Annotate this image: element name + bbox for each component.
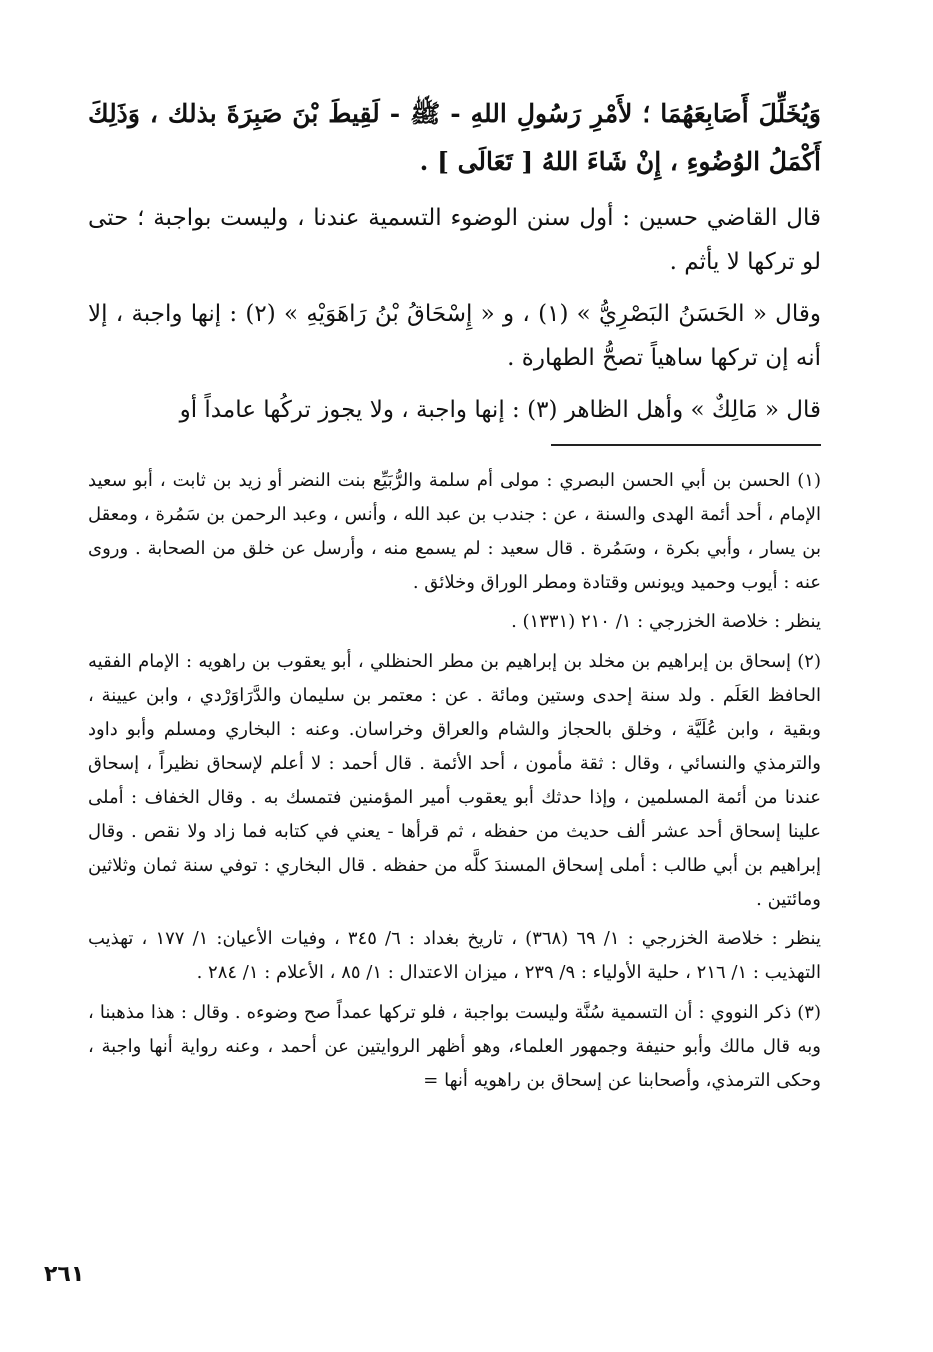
page-number: ٢٦١ — [44, 1262, 85, 1287]
main-text — [88, 90, 821, 432]
main-paragraph-2: قال القاضي حسين : أول سنن الوضوء التسمية عندنا ، وليست بواجبة ؛ حتى لو تركها لا يأثم . — [88, 205, 821, 275]
main-paragraph-3: وقال « الحَسَنُ البَصْرِيُّ » (١) ، و « إِسْحَاقُ بْنُ رَاهَوَيْهِ » (٢) : إنها واجبة ، إلا أنه إن تركها ساهياً تصحُّ الطهارة . — [88, 301, 821, 371]
document-page — [88, 90, 821, 1312]
footnote-2: (٢) إسحاق بن إبراهيم بن مخلد بن إبراهيم بن مطر الحنظلي ، أبو يعقوب بن راهويه : الإمام الفقيه الحافظ العَلَم . ولد سنة إحدى وستين ومائة . عن : معتمر بن سليمان والدَّرَاوَرْدي ، وابن عيينة ، وبقية ، وابن عُلَيَّة ، وخلق بالحجاز والشام والعراق وخراسان. وعنه : البخاري ومسلم وأبو داود والترمذي والنسائي ، وقال : ثقة مأمون ، أحد الأئمة . قال أحمد : لا أعلم لإسحاق نظيراً ، إسحاق عندنا من أئمة المسلمين ، وإذا حدثك أبو يعقوب أمير المؤمنين فتمسك به . وقال الخفاف : أملى علينا إسحاق أحد عشر ألف حديث من حفظه ، ثم قرأها - يعني في كتابه فما زاد ولا نقص . وقال إبراهيم بن أبي طالب : أملى إسحاق المسندَ كلَّه من حفظه . قال البخاري : توفي سنة ثمان وثلاثين ومائتين . — [88, 651, 821, 910]
footnote-1: (١) الحسن بن أبي الحسن البصري : مولى أم سلمة والرُّبَيِّع بنت النضر أو زيد بن ثابت ، أبو سعيد الإمام ، أحد أئمة الهدى والسنة ، عن : جندب بن عبد الله ، وأنس ، وعبد الرحمن بن سَمُرة ، ومعقل بن يسار ، وأبي بكرة ، وسَمُرة . قال سعيد : لم يسمع منه ، وأرسل عن خلق من الصحابة . وروى عنه : أيوب وحميد ويونس وقتادة ومطر الوراق وخلائق . — [88, 470, 821, 593]
footnotes — [88, 464, 821, 1098]
main-paragraph-4: قال « مَالِكٌ » وأهل الظاهر (٣) : إنها واجبة ، ولا يجوز تركُها عامداً أو — [179, 397, 821, 423]
footnote-1-reference: ينظر : خلاصة الخزرجي : ١/ ٢١٠ (١٣٣١) . — [511, 611, 821, 632]
footnote-3: (٣) ذكر النووي : أن التسمية سُنَّة وليست بواجبة ، فلو تركها عمداً صح وضوءه . وقال : هذا مذهبنا ، وبه قال مالك وأبو حنيفة وجمهور العلماء، وهو أظهر الروايتين عن أحمد ، وعنه رواية أنها واجبة ، وحكى الترمذي، وأصحابنا عن إسحاق بن راهويه أنها = — [88, 1002, 821, 1091]
footnote-2-reference: ينظر : خلاصة الخزرجي : ١/ ٦٩ (٣٦٨) ، تاريخ بغداد : ٦/ ٣٤٥ ، وفيات الأعيان: ١/ ١٧٧ ، تهذيب التهذيب : ١/ ٢١٦ ، حلية الأولياء : ٩/ ٢٣٩ ، ميزان الاعتدال : ١/ ٨٥ ، الأعلام : ١/ ٢٨٤ . — [88, 928, 821, 983]
main-paragraph-1: وَيُخَلِّلَ أَصَابِعَهُمَا ؛ لأَمْرِ رَسُولِ اللهِ - ﷺ - لَقِيطَ بْنَ صَبِرَةَ بذلك ، وَذَلِكَ أَكْمَلُ الوُضُوءِ ، إِنْ شَاءَ اللهُ [ تَعَالَى ] . — [88, 99, 822, 176]
footnote-divider — [551, 444, 821, 446]
